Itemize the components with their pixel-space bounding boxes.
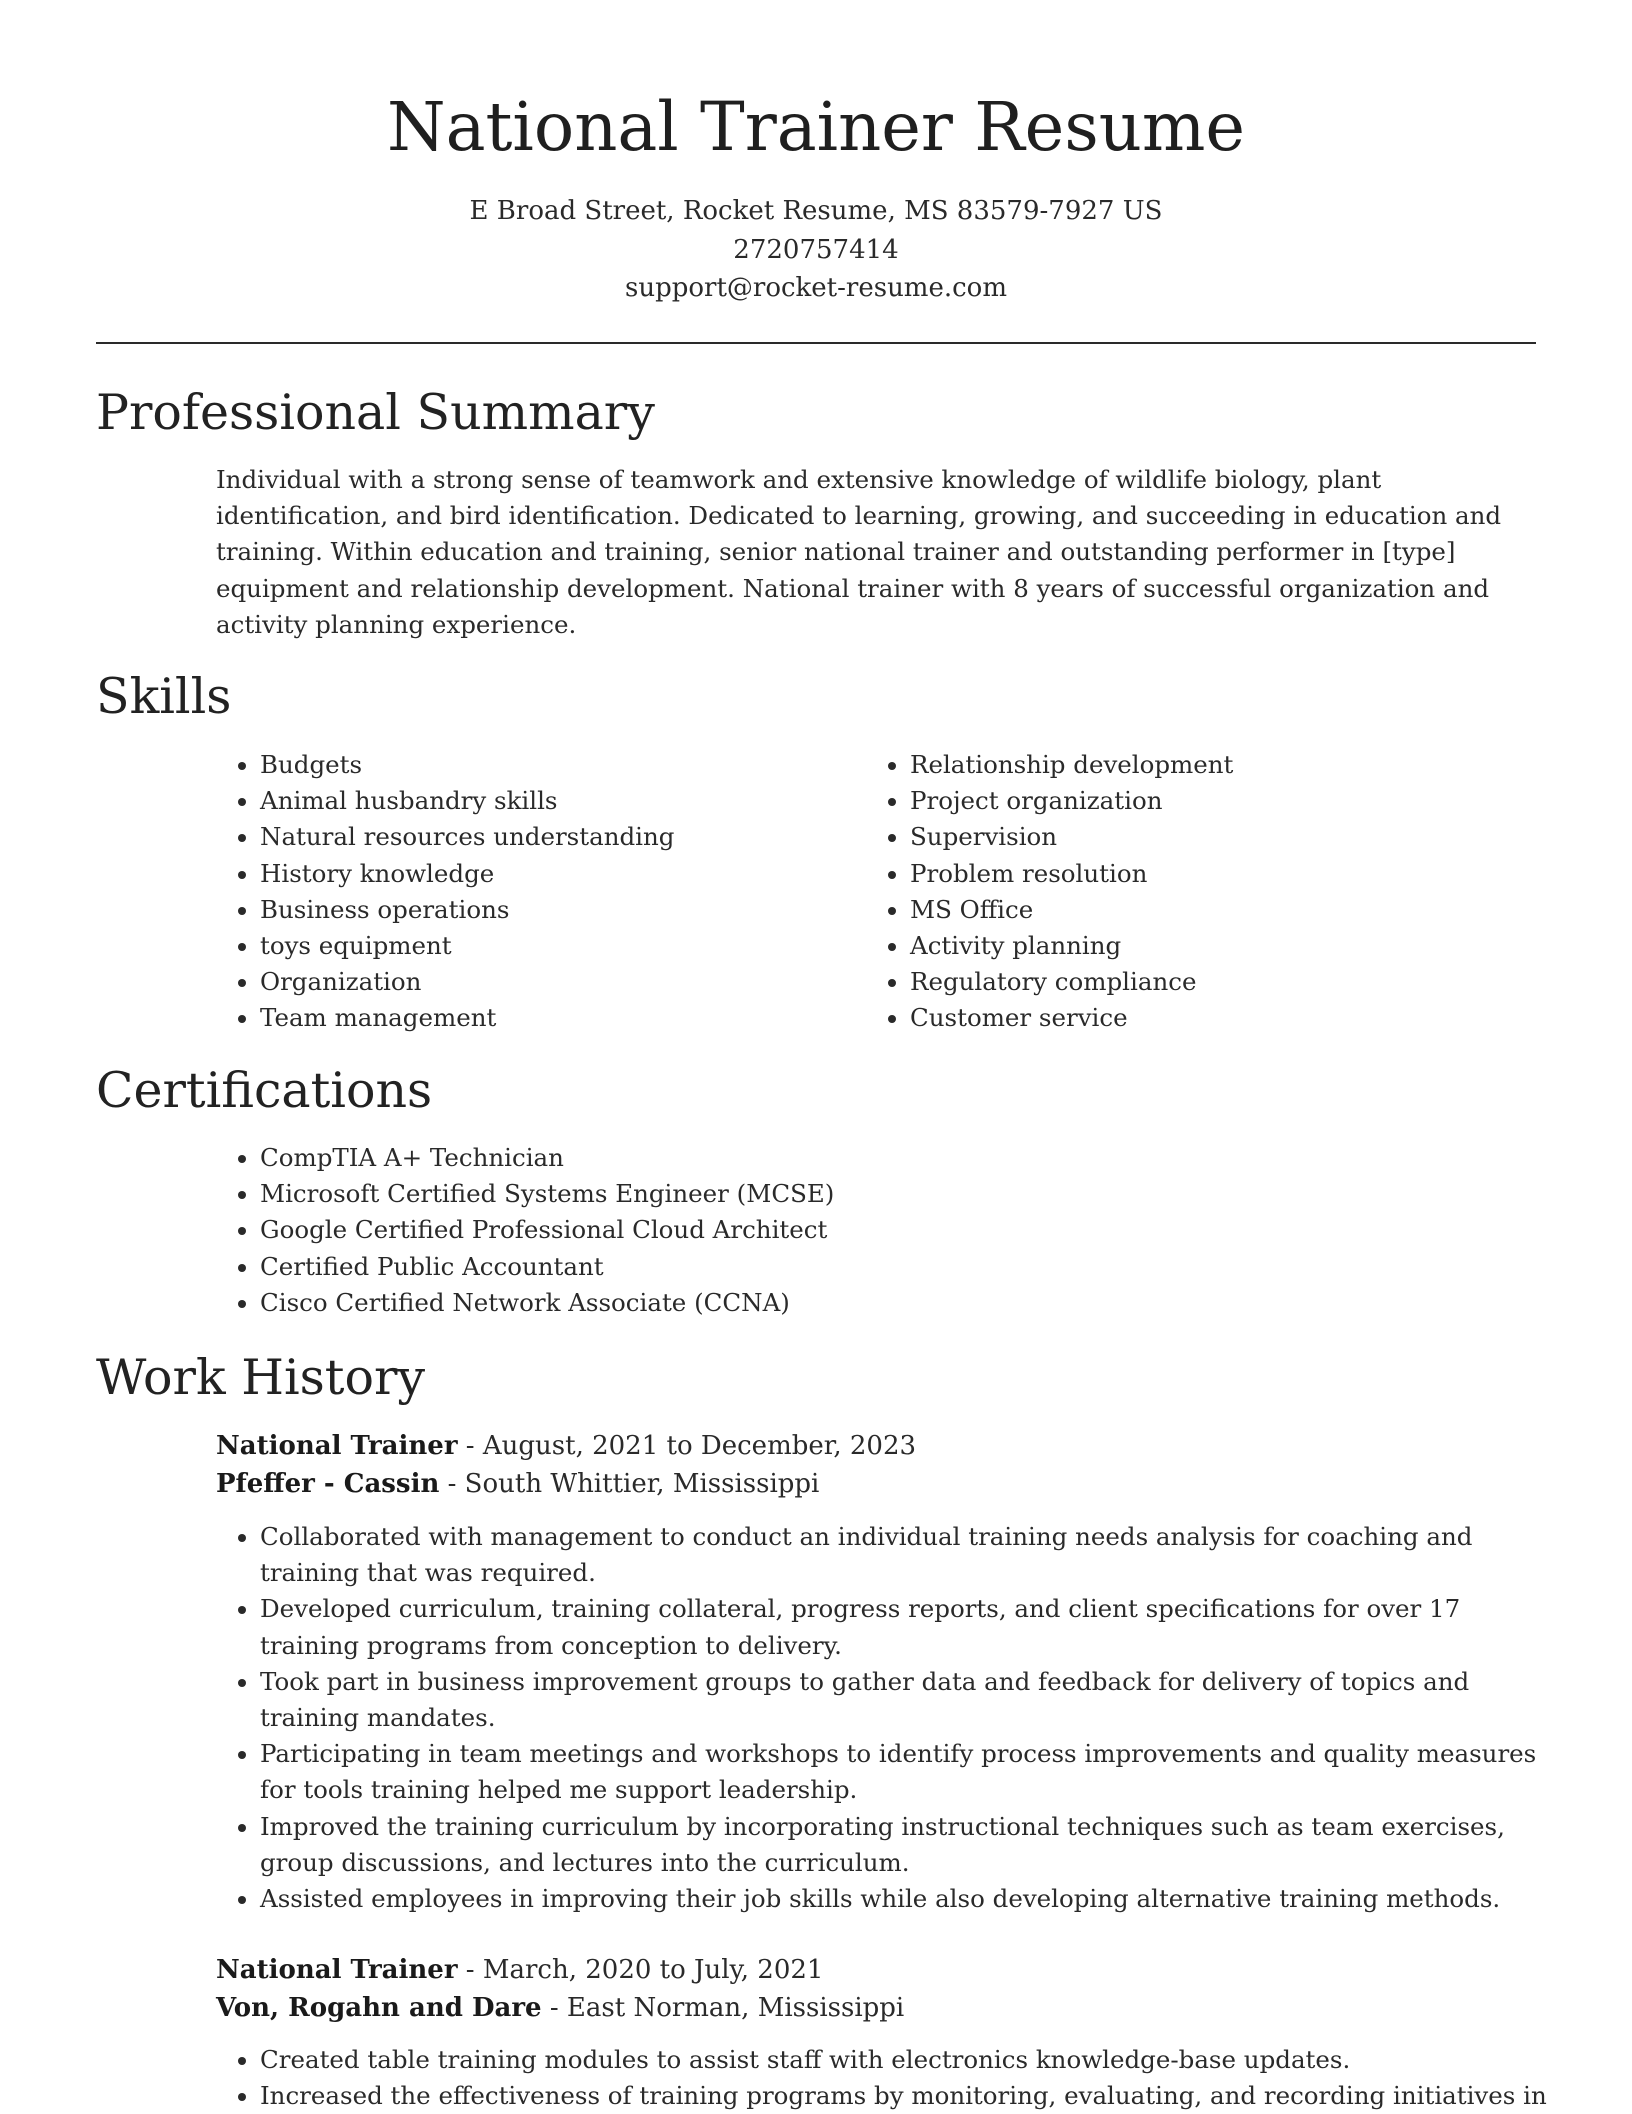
- job-duties-list: [216, 1519, 1556, 1917]
- job-title-line: [216, 1951, 1536, 1989]
- contact-email[interactable]: support@rocket-resume.com: [624, 273, 1007, 303]
- job-duty-item: • Created table training modules to assist staff with electronics knowledge-base updates.: [260, 2042, 1556, 2078]
- job-company-line: [216, 1465, 1536, 1503]
- skill-item: • toys equipment: [260, 928, 860, 964]
- job-location: - East Norman, Mississippi: [541, 1993, 905, 2023]
- job-duties-list: [216, 2042, 1556, 2114]
- skill-item: • Organization: [260, 964, 860, 1000]
- skill-item: • Business operations: [260, 892, 860, 928]
- skill-item: • Natural resources understanding: [260, 819, 860, 855]
- resume-page: [96, 0, 1547, 2112]
- skill-item: • Team management: [260, 1000, 860, 1036]
- skill-item: • Budgets: [260, 747, 860, 783]
- certification-item: • Cisco Certified Network Associate (CCNA): [260, 1285, 1460, 1321]
- job-dates: - March, 2020 to July, 2021: [457, 1955, 824, 1985]
- job-duty-item: • Took part in business improvement groups to gather data and feedback for delivery of topics and training mandates.: [260, 1664, 1556, 1736]
- skill-item: • Project organization: [910, 783, 1550, 819]
- certifications-list: [216, 1140, 1460, 1321]
- skill-item: • Animal husbandry skills: [260, 783, 860, 819]
- skills-list-left: [216, 747, 860, 1037]
- job-dates: - August, 2021 to December, 2023: [457, 1431, 917, 1461]
- section-title-work-history: Work History: [96, 1349, 426, 1406]
- job-location: - South Whittier, Mississippi: [439, 1469, 820, 1499]
- skill-item: • Regulatory compliance: [910, 964, 1550, 1000]
- job-duty-item: • Improved the training curriculum by incorporating instructional techniques such as team exercises, group discussions, and lectures into the curriculum.: [260, 1809, 1556, 1881]
- section-title-certifications: Certifications: [96, 1062, 433, 1119]
- job-duty-item: • Developed curriculum, training collateral, progress reports, and client specifications for over 17 training programs from conception to delivery.: [260, 1591, 1556, 1663]
- job-company-line: [216, 1989, 1536, 2027]
- job-company: Von, Rogahn and Dare: [216, 1993, 542, 2023]
- job-duty-item: • Collaborated with management to conduct an individual training needs analysis for coaching and training that was required.: [260, 1519, 1556, 1591]
- certification-item: • CompTIA A+ Technician: [260, 1140, 1460, 1176]
- job-company: Pfeffer - Cassin: [216, 1469, 440, 1499]
- job-role: National Trainer: [216, 1431, 458, 1461]
- skills-list-right: [866, 747, 1550, 1037]
- resume-title: National Trainer Resume: [386, 88, 1246, 166]
- job-role: National Trainer: [216, 1955, 458, 1985]
- certification-item: • Certified Public Accountant: [260, 1249, 1460, 1285]
- section-title-summary: Professional Summary: [96, 384, 655, 441]
- skill-item: • History knowledge: [260, 856, 860, 892]
- skill-item: • Problem resolution: [910, 856, 1550, 892]
- certification-item: • Microsoft Certified Systems Engineer (MCSE): [260, 1176, 1460, 1212]
- skill-item: • Customer service: [910, 1000, 1550, 1036]
- job-duty-item: • Assisted employees in improving their job skills while also developing alternative training methods.: [260, 1881, 1556, 1917]
- certification-item: • Google Certified Professional Cloud Architect: [260, 1212, 1460, 1248]
- job-duty-item: • Increased the effectiveness of training programs by monitoring, evaluating, and recording initiatives in: [260, 2078, 1556, 2114]
- section-title-skills: Skills: [96, 668, 232, 725]
- summary-text: Individual with a strong sense of teamwork and extensive knowledge of wildlife biology, plant identification, and bird identification. Dedicated to learning, growing, and succeeding in education and training. Within education and training, senior national trainer and outstanding performer in [type] equipment and relationship development. National trainer with 8 years of successful organization and activity planning experience.: [216, 465, 1502, 639]
- skill-item: • MS Office: [910, 892, 1550, 928]
- header-divider: [96, 342, 1536, 344]
- skill-item: • Relationship development: [910, 747, 1550, 783]
- contact-phone: 2720757414: [733, 234, 899, 265]
- contact-address: E Broad Street, Rocket Resume, MS 83579-7927 US: [469, 196, 1163, 226]
- skill-item: • Activity planning: [910, 928, 1550, 964]
- job-title-line: [216, 1427, 1536, 1465]
- skill-item: • Supervision: [910, 819, 1550, 855]
- job-duty-item: • Participating in team meetings and workshops to identify process improvements and quality measures for tools training helped me support leadership.: [260, 1736, 1556, 1808]
- contact-block: [96, 192, 1536, 308]
